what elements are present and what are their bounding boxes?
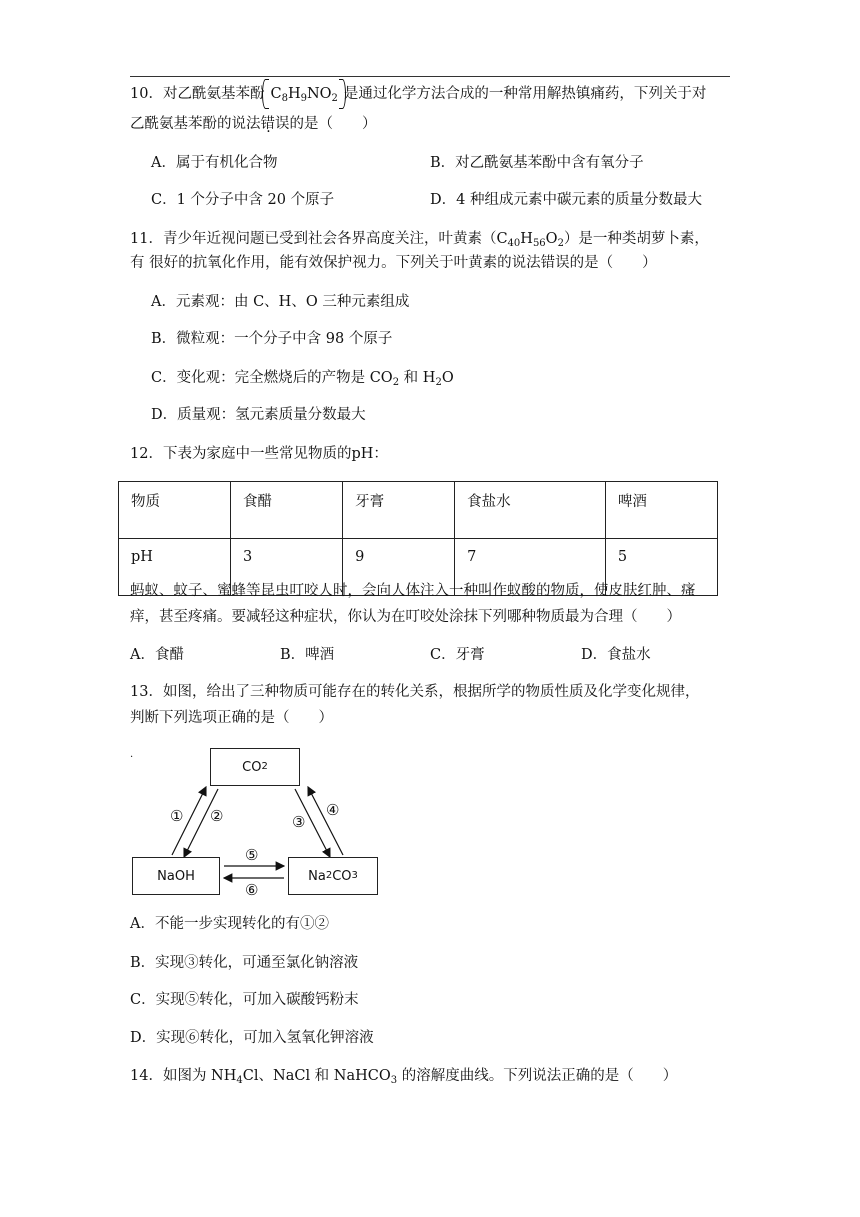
q10-option-d[interactable]: D．4 种组成元素中碳元素的质量分数最大 — [430, 192, 702, 208]
q13-option-b[interactable]: B．实现③转化，可通至氯化钠溶液 — [130, 955, 359, 971]
table-cell: 9 — [343, 539, 455, 596]
q13-option-a[interactable]: A．不能一步实现转化的有①② — [130, 916, 329, 932]
label-6: ⑥ — [245, 881, 259, 899]
q13-option-c[interactable]: C．实现⑤转化，可加入碳酸钙粉末 — [130, 992, 359, 1008]
q12-line1: 12．下表为家庭中一些常见物质的pH： — [130, 446, 388, 462]
q12-para1: 蚂蚁、蚊子、蜜蜂等昆虫叮咬人时，会向人体注入一种叫作蚁酸的物质，使皮肤红肿、瘙 — [130, 583, 696, 599]
ph-table — [118, 481, 718, 596]
q12-option-a[interactable]: A．食醋 — [130, 647, 184, 663]
q12-option-c[interactable]: C．牙膏 — [430, 647, 485, 663]
table-cell: 啤酒 — [605, 482, 717, 539]
q10-text: 10．对乙酰氨基苯酚 — [130, 86, 265, 102]
na2co3-box: Na 2 CO 3 — [288, 857, 378, 895]
table-cell: 食醋 — [231, 482, 343, 539]
label-5: ⑤ — [245, 846, 259, 864]
q11-line2: 有 很好的抗氧化作用，能有效保护视力。下列关于叶黄素的说法错误的是（ ） — [130, 255, 657, 271]
q11-option-b[interactable]: B．微粒观：一个分子中含 98 个原子 — [151, 331, 393, 347]
q10-formula: $C_8H_9NO_2$ — [266, 84, 341, 104]
q10-text-post: 是通过化学方法合成的一种常用解热镇痛药，下列关于对 — [343, 86, 707, 102]
label-1: ① — [170, 807, 184, 825]
table-cell: pH — [119, 539, 231, 596]
stray-dot: . — [130, 749, 134, 760]
table-cell: 食盐水 — [455, 482, 606, 539]
q11-option-c[interactable]: C．变化观：完全燃烧后的产物是 $CO_2$ 和 $H_2O$ — [151, 370, 454, 388]
q13-option-d[interactable]: D．实现⑥转化，可加入氢氧化钾溶液 — [130, 1030, 374, 1046]
q13-line1: 13．如图，给出了三种物质可能存在的转化关系，根据所学的物质性质及化学变化规律， — [130, 684, 700, 700]
table-row — [119, 482, 718, 539]
label-3: ③ — [292, 813, 306, 831]
q11-option-d[interactable]: D．质量观：氢元素质量分数最大 — [151, 407, 366, 423]
co2-box: CO 2 — [210, 748, 300, 786]
q12-option-d[interactable]: D．食盐水 — [581, 647, 651, 663]
conversion-diagram — [130, 745, 380, 899]
table-cell: 5 — [605, 539, 717, 596]
q10-option-b[interactable]: B．对乙酰氨基苯酚中含有氧分子 — [430, 155, 644, 171]
q12-para2: 痒，甚至疼痛。要减轻这种症状，你认为在叮咬处涂抹下列哪种物质最为合理（ ） — [130, 609, 681, 625]
naoh-box: NaOH — [132, 857, 220, 895]
q10-line1 — [130, 84, 706, 104]
table-cell: 3 — [231, 539, 343, 596]
table-cell: 牙膏 — [343, 482, 455, 539]
q13-line2: 判断下列选项正确的是（ ） — [130, 710, 333, 726]
table-cell: 物质 — [119, 482, 231, 539]
q10-line2: 乙酰氨基苯酚的说法错误的是（ ） — [130, 116, 377, 132]
q10-option-a[interactable]: A．属于有机化合物 — [151, 155, 278, 171]
q14-line1: 14．如图为 $NH_4Cl$、NaCl 和 NaHCO$_3$ 的溶解度曲线。下列说法正确的是（ ） — [130, 1068, 678, 1086]
q11-option-a[interactable]: A．元素观：由 C、H、O 三种元素组成 — [151, 294, 410, 310]
q12-option-b[interactable]: B．啤酒 — [280, 647, 335, 663]
q11-line1: 11．青少年近视问题已受到社会各界高度关注，叶黄素$(C_{40}H_{56}O_2)$是一种类胡萝卜素， — [130, 231, 709, 249]
label-4: ④ — [326, 801, 340, 819]
header-rule — [130, 76, 730, 77]
label-2: ② — [210, 807, 224, 825]
q10-emphasis: 错 — [260, 116, 275, 132]
arrow-4 — [308, 787, 343, 855]
table-cell: 7 — [455, 539, 606, 596]
q10-option-c[interactable]: C．1 个分子中含 20 个原子 — [151, 192, 335, 208]
